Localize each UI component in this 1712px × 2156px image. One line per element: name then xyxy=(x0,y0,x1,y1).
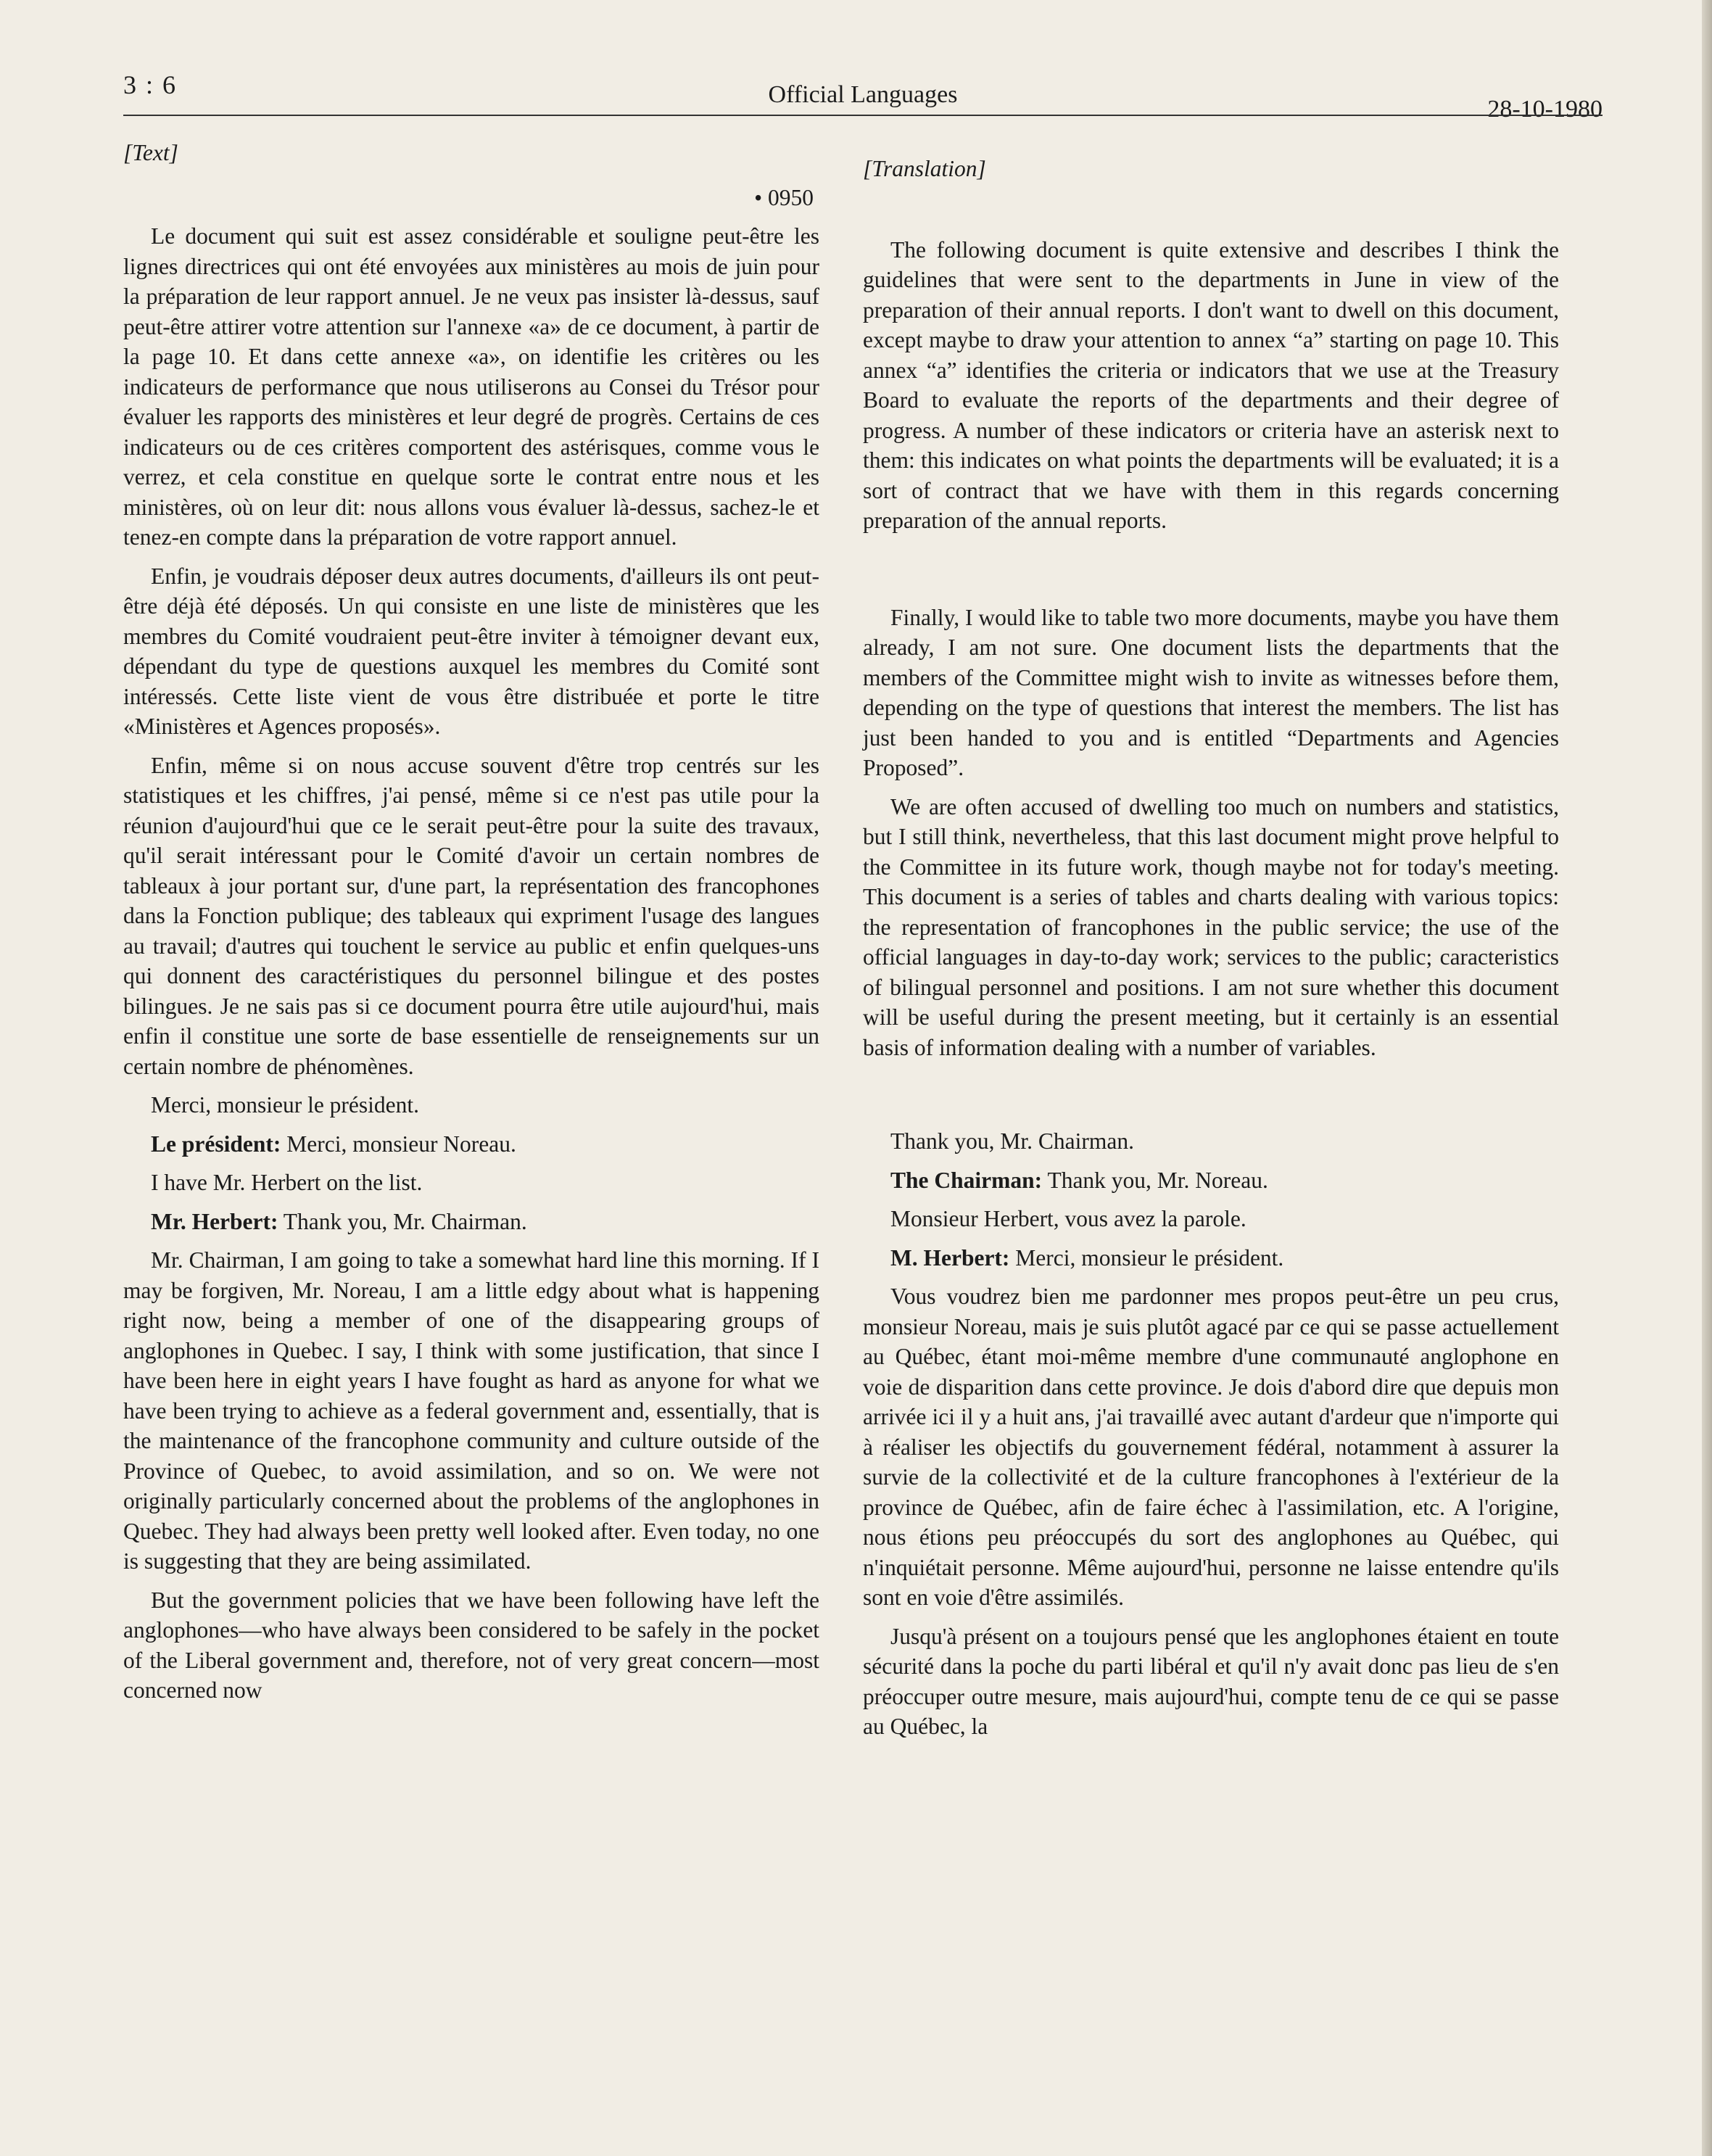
dialogue-line xyxy=(863,1243,1559,1273)
paragraph: Enfin, je voudrais déposer deux autres documents, d'ailleurs ils ont peut-être déjà été déposés. Un qui consiste en une liste de ministères que les membres du Comité voudraient peut-être inviter à témoigner devant eux, dépendant du type de questions auxquel les membres du Comité sont intéressés. Cette liste vient de vous être distribuée et porte le titre «Ministères et Agences proposés». xyxy=(123,563,819,739)
speaker-name: Le président: xyxy=(151,1131,281,1157)
page-edge xyxy=(1702,0,1712,2156)
left-column xyxy=(123,138,819,1714)
dialogue-line xyxy=(123,1207,819,1237)
translation-tag: [Translation] xyxy=(863,156,986,181)
page-number: 3 : 6 xyxy=(123,70,178,99)
text-tag: [Text] xyxy=(123,140,178,165)
dialogue-line: I have Mr. Herbert on the list. xyxy=(151,1170,423,1195)
speech-text: Thank you, Mr. Chairman. xyxy=(278,1208,527,1234)
dialogue-line xyxy=(123,1129,819,1160)
paragraph: The following document is quite extensive and describes I think the guidelines that were sent to the departments in June in view of the preparation of their annual reports. I don't want to dwell on this document, except maybe to draw your attention to annex “a” starting on page 10. This annex “a” identifies the criteria or indicators that we use at the Treasury Board to evaluate the reports of the departments and their degree of progress. A number of these indicators or criteria have an asterisk next to them: this indicates on what points the departments will be evaluated; it is a sort of contract that we have with them in this regards concerning preparation of the annual reports. xyxy=(863,236,1559,533)
dialogue-line xyxy=(863,1165,1559,1196)
paragraph: Enfin, même si on nous accuse souvent d'être trop centrés sur les statistiques et les chiffres, j'ai pensé, même si ce n'est pas utile pour la réunion d'aujourd'hui que ce le serait peut-être pour la suite des travaux, qu'il serait intéressant pour le Comité d'avoir un certain nombres de tableaux à jour portant sur, d'une part, la représentation des francophones dans la Fonction publique; des tableaux qui expriment l'usage des langues au travail; d'autres qui touchent le service au public et enfin quelques-uns qui donnent des caractéristiques du personnel bilingue et des postes bilingues. Je ne sais pas si ce document pourra être utile aujourd'hui, mais enfin il constitue une sorte de base essentielle de renseignements sur un certain nombre de phénomènes. xyxy=(123,752,819,1079)
speaker-name: M. Herbert: xyxy=(890,1244,1010,1271)
paragraph: Finally, I would like to table two more documents, maybe you have them already, I am not sure. One document lists the departments that the members of the Committee might wish to invite as witnesses before them, depending on the type of questions that interest the members. The list has just been handed to you and is entitled “Departments and Agencies Proposed”. xyxy=(863,604,1559,780)
speech-text: Merci, monsieur Noreau. xyxy=(281,1131,516,1157)
paragraph: Vous voudrez bien me pardonner mes propos peut-être un peu crus, monsieur Noreau, mais je suis plutôt agacé par ce qui se passe actuellement au Québec, étant moi-même membre d'une communauté anglophone en voie de disparition dans cette province. Je dois d'abord dire que depuis mon arrivée ici il y a huit ans, j'ai travaillé avec autant d'ardeur que n'importe qui à réaliser les objectifs du gouvernement fédéral, notamment à assurer la survie de la collectivité et de la culture francophones à l'extérieur de la province de Québec, afin de faire échec à l'assimilation, etc. A l'origine, nous étions peu préoccupés du sort des anglophones au Québec, qui n'inquiétait personne. Même aujourd'hui, personne ne laisse entendre qu'ils sont en voie d'être assimilés. xyxy=(863,1284,1559,1610)
paragraph: Jusqu'à présent on a toujours pensé que les anglophones étaient en toute sécurité dans la poche du parti libéral et qu'il n'y avait donc pas lieu de s'en préoccuper outre mesure, mais aujourd'hui, compte tenu de ce qui se passe au Québec, la xyxy=(863,1623,1559,1739)
speech-text: Thank you, Mr. Noreau. xyxy=(1042,1167,1268,1193)
speech-text: Merci, monsieur le président. xyxy=(1009,1244,1284,1271)
time-marker: • 0950 xyxy=(754,184,814,210)
page-date: 28-10-1980 xyxy=(1487,96,1603,123)
dialogue-line: Merci, monsieur le président. xyxy=(151,1092,420,1118)
paragraph: Le document qui suit est assez considérable et souligne peut-être les lignes directrices qui ont été envoyées aux ministères au mois de juin pour la préparation de leur rapport annuel. Je ne veux pas insister là-dessus, sauf peut-être attirer votre attention sur l'annexe «a» de ce document, à partir de la page 10. Et dans cette annexe «a», on identifie les critères ou les indicateurs de performance que nous utiliserons au Consei du Trésor pour évaluer les rapports des ministères et leur degré de progrès. Certains de ces indicateurs ou de ces critères comportent des astérisques, comme vous le verrez, et cela constitue en quelque sorte le contrat entre nous et les ministères, où on leur dit: nous allons vous évaluer là-dessus, sachez-le et tenez-en compte dans la préparation de votre rapport annuel. xyxy=(123,223,819,550)
paragraph: We are often accused of dwelling too much on numbers and statistics, but I still think, nevertheless, that this last document might prove helpful to the Committee in its future work, though maybe not for today's meeting. This document is a series of tables and charts dealing with various topics: the representation of francophones in the public service; the use of the official languages in day-to-day work; services to the public; caracteristics of bilingual personnel and positions. I am not sure whether this document will be useful during the present meeting, but it certainly is an essential basis of information dealing with a number of variables. xyxy=(863,793,1559,1060)
dialogue-line: Monsieur Herbert, vous avez la parole. xyxy=(890,1206,1246,1231)
speaker-name: Mr. Herbert: xyxy=(151,1208,278,1234)
speaker-name: The Chairman: xyxy=(890,1167,1043,1193)
paragraph: Mr. Chairman, I am going to take a somewhat hard line this morning. If I may be forgiven, Mr. Noreau, I am a little edgy about what is happening right now, being a member of one of the disappearing groups of anglophones in Quebec. I say, I think with some justification, that since I have been here in eight years I have fought as hard as anyone for what we have been trying to achieve as a federal government and, essentially, that is the maintenance of the francophone community and culture outside of the Province of Quebec, to avoid assimilation, and so on. We were not originally particularly concerned about the problems of the anglophones in Quebec. They had always been pretty well looked after. Even today, no one is suggesting that they are being assimilated. xyxy=(123,1247,819,1574)
page-title: Official Languages xyxy=(768,81,958,108)
dialogue-line: Thank you, Mr. Chairman. xyxy=(890,1128,1134,1154)
paragraph: But the government policies that we have been following have left the anglophones—who have always been considered to be safely in the pocket of the Liberal government and, therefore, not of very great concern—most concerned now xyxy=(123,1587,819,1703)
header-rule xyxy=(123,115,1603,116)
right-column xyxy=(863,154,1559,1751)
